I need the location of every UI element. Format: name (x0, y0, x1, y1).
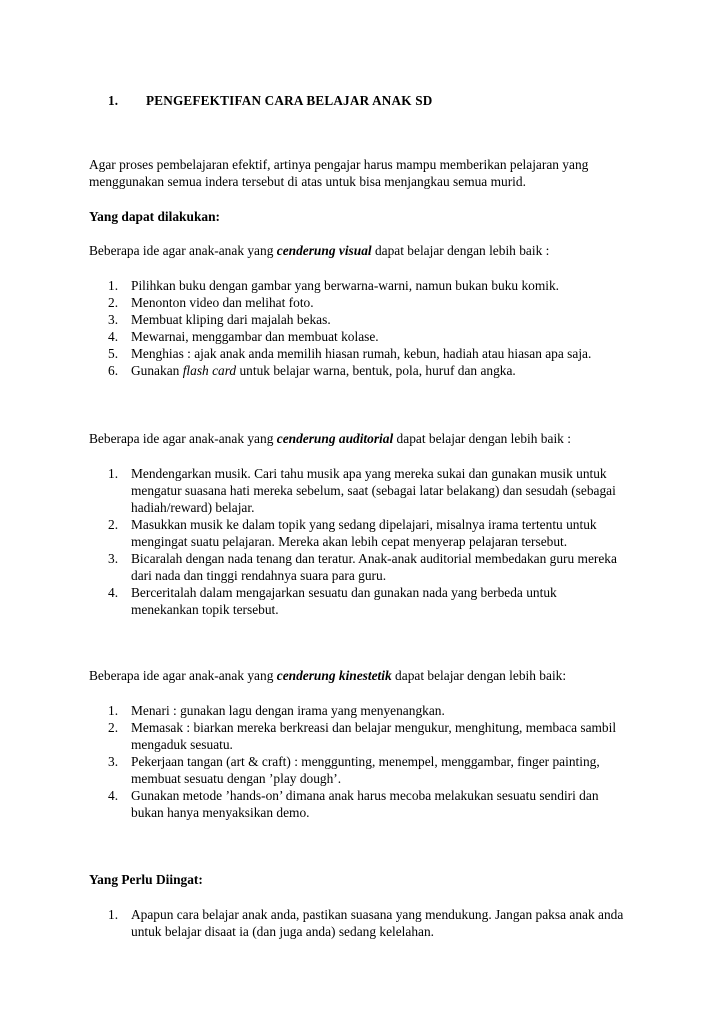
ingat-list (89, 906, 709, 940)
lead-emphasis: cenderung kinestetik (276, 668, 392, 683)
list-item (89, 550, 689, 584)
lead-emphasis: cenderung auditorial (276, 431, 394, 446)
list-line: mengaduk sesuatu. (131, 737, 233, 752)
kinestetik-lead (89, 667, 679, 684)
lead-text: Beberapa ide agar anak-anak yang (89, 668, 277, 683)
list-number: 1. (108, 466, 119, 481)
list-item (89, 294, 689, 311)
lead-text: Beberapa ide agar anak-anak yang (89, 243, 277, 258)
lead-text: dapat belajar dengan lebih baik: (391, 668, 567, 683)
list-text: Mewarnai, menggambar dan membuat kolase. (131, 329, 379, 344)
list-text: Menonton video dan melihat foto. (131, 295, 314, 310)
list-number: 3. (108, 312, 119, 327)
list-number: 3. (108, 754, 119, 769)
list-line: hadiah/reward) belajar. (131, 500, 255, 515)
intro-line: Agar proses pembelajaran efektif, artinya pengajar harus mampu memberikan pelajaran yang (89, 157, 589, 172)
list-line: mengatur suasana hati mereka sebelum, saat (sebagai latar belakang) dan sesudah (sebagai (131, 483, 616, 498)
list-number: 2. (108, 295, 119, 310)
lead-emphasis: cenderung visual (276, 243, 372, 258)
list-line: Memasak : biarkan mereka berkreasi dan belajar mengukur, menghitung, membaca sambil (131, 720, 617, 735)
kinestetik-list (89, 702, 689, 821)
list-item (89, 584, 689, 618)
list-line: Masukkan musik ke dalam topik yang sedang dipelajari, misalnya irama tertentu untuk (131, 517, 597, 532)
list-item (89, 277, 689, 294)
list-item (89, 345, 689, 362)
auditorial-lead (89, 430, 679, 447)
list-line: menekankan topik tersebut. (131, 602, 279, 617)
intro-paragraph (89, 156, 679, 190)
list-line: Berceritalah dalam mengajarkan sesuatu dan gunakan nada yang berbeda untuk (131, 585, 557, 600)
auditorial-list (89, 465, 689, 618)
list-text: untuk belajar warna, bentuk, pola, huruf dan angka. (236, 363, 516, 378)
heading-yang-perlu-diingat: Yang Perlu Diingat: (89, 872, 203, 887)
list-item (89, 516, 689, 550)
list-line: dari nada dan tinggi rendahnya suara para guru. (131, 568, 387, 583)
list-number: 1. (108, 703, 119, 718)
section-title (90, 92, 432, 109)
list-item (89, 328, 689, 345)
visual-lead (89, 242, 679, 259)
list-item (89, 702, 689, 719)
list-number: 5. (108, 346, 119, 361)
list-item (89, 787, 689, 821)
heading-yang-dapat-dilakukan: Yang dapat dilakukan: (89, 209, 220, 224)
list-number: 6. (108, 363, 119, 378)
list-line: Pekerjaan tangan (art & craft) : menggunting, menempel, menggambar, finger painting, (131, 754, 600, 769)
list-item (89, 311, 689, 328)
lead-text: Beberapa ide agar anak-anak yang (89, 431, 277, 446)
list-number: 1. (108, 907, 119, 922)
section-title-text: PENGEFEKTIFAN CARA BELAJAR ANAK SD (146, 93, 433, 108)
list-emphasis: flash card (182, 363, 237, 378)
list-number: 1. (108, 278, 119, 293)
list-item (89, 465, 689, 516)
list-number: 4. (108, 788, 119, 803)
list-number: 4. (108, 585, 119, 600)
list-line: bukan hanya menyaksikan demo. (131, 805, 310, 820)
list-line: Mendengarkan musik. Cari tahu musik apa yang mereka sukai dan gunakan musik untuk (131, 466, 607, 481)
list-line: Bicaralah dengan nada tenang dan teratur. Anak-anak auditorial membedakan guru mereka (131, 551, 617, 566)
list-item (89, 906, 709, 940)
section-number: 1. (108, 93, 119, 108)
lead-text: dapat belajar dengan lebih baik : (393, 431, 571, 446)
list-line: mengingat suatu pelajaran. Mereka akan lebih cepat menyerap pelajaran tersebut. (131, 534, 568, 549)
list-item (89, 753, 689, 787)
list-line: untuk belajar disaat ia (dan juga anda) sedang kelelahan. (131, 924, 435, 939)
list-text: Membuat kliping dari majalah bekas. (131, 312, 331, 327)
lead-text: dapat belajar dengan lebih baik : (371, 243, 550, 258)
list-item (89, 719, 689, 753)
list-line: Apapun cara belajar anak anda, pastikan suasana yang mendukung. Jangan paksa anak anda (131, 907, 624, 922)
list-line: Gunakan metode ’hands-on’ dimana anak harus mecoba melakukan sesuatu sendiri dan (131, 788, 599, 803)
list-text: Pilihkan buku dengan gambar yang berwarna-warni, namun bukan buku komik. (131, 278, 560, 293)
list-line: membuat sesuatu dengan ’play dough’. (131, 771, 342, 786)
list-number: 2. (108, 720, 119, 735)
list-text: Gunakan (131, 363, 183, 378)
list-text: Menghias : ajak anak anda memilih hiasan rumah, kebun, hadiah atau hiasan apa saja. (131, 346, 592, 361)
list-number: 2. (108, 517, 119, 532)
list-line: Menari : gunakan lagu dengan irama yang menyenangkan. (131, 703, 445, 718)
visual-list (89, 277, 689, 379)
list-number: 3. (108, 551, 119, 566)
intro-line: menggunakan semua indera tersebut di atas untuk bisa menjangkau semua murid. (89, 174, 526, 189)
list-number: 4. (108, 329, 119, 344)
list-item (89, 362, 689, 379)
